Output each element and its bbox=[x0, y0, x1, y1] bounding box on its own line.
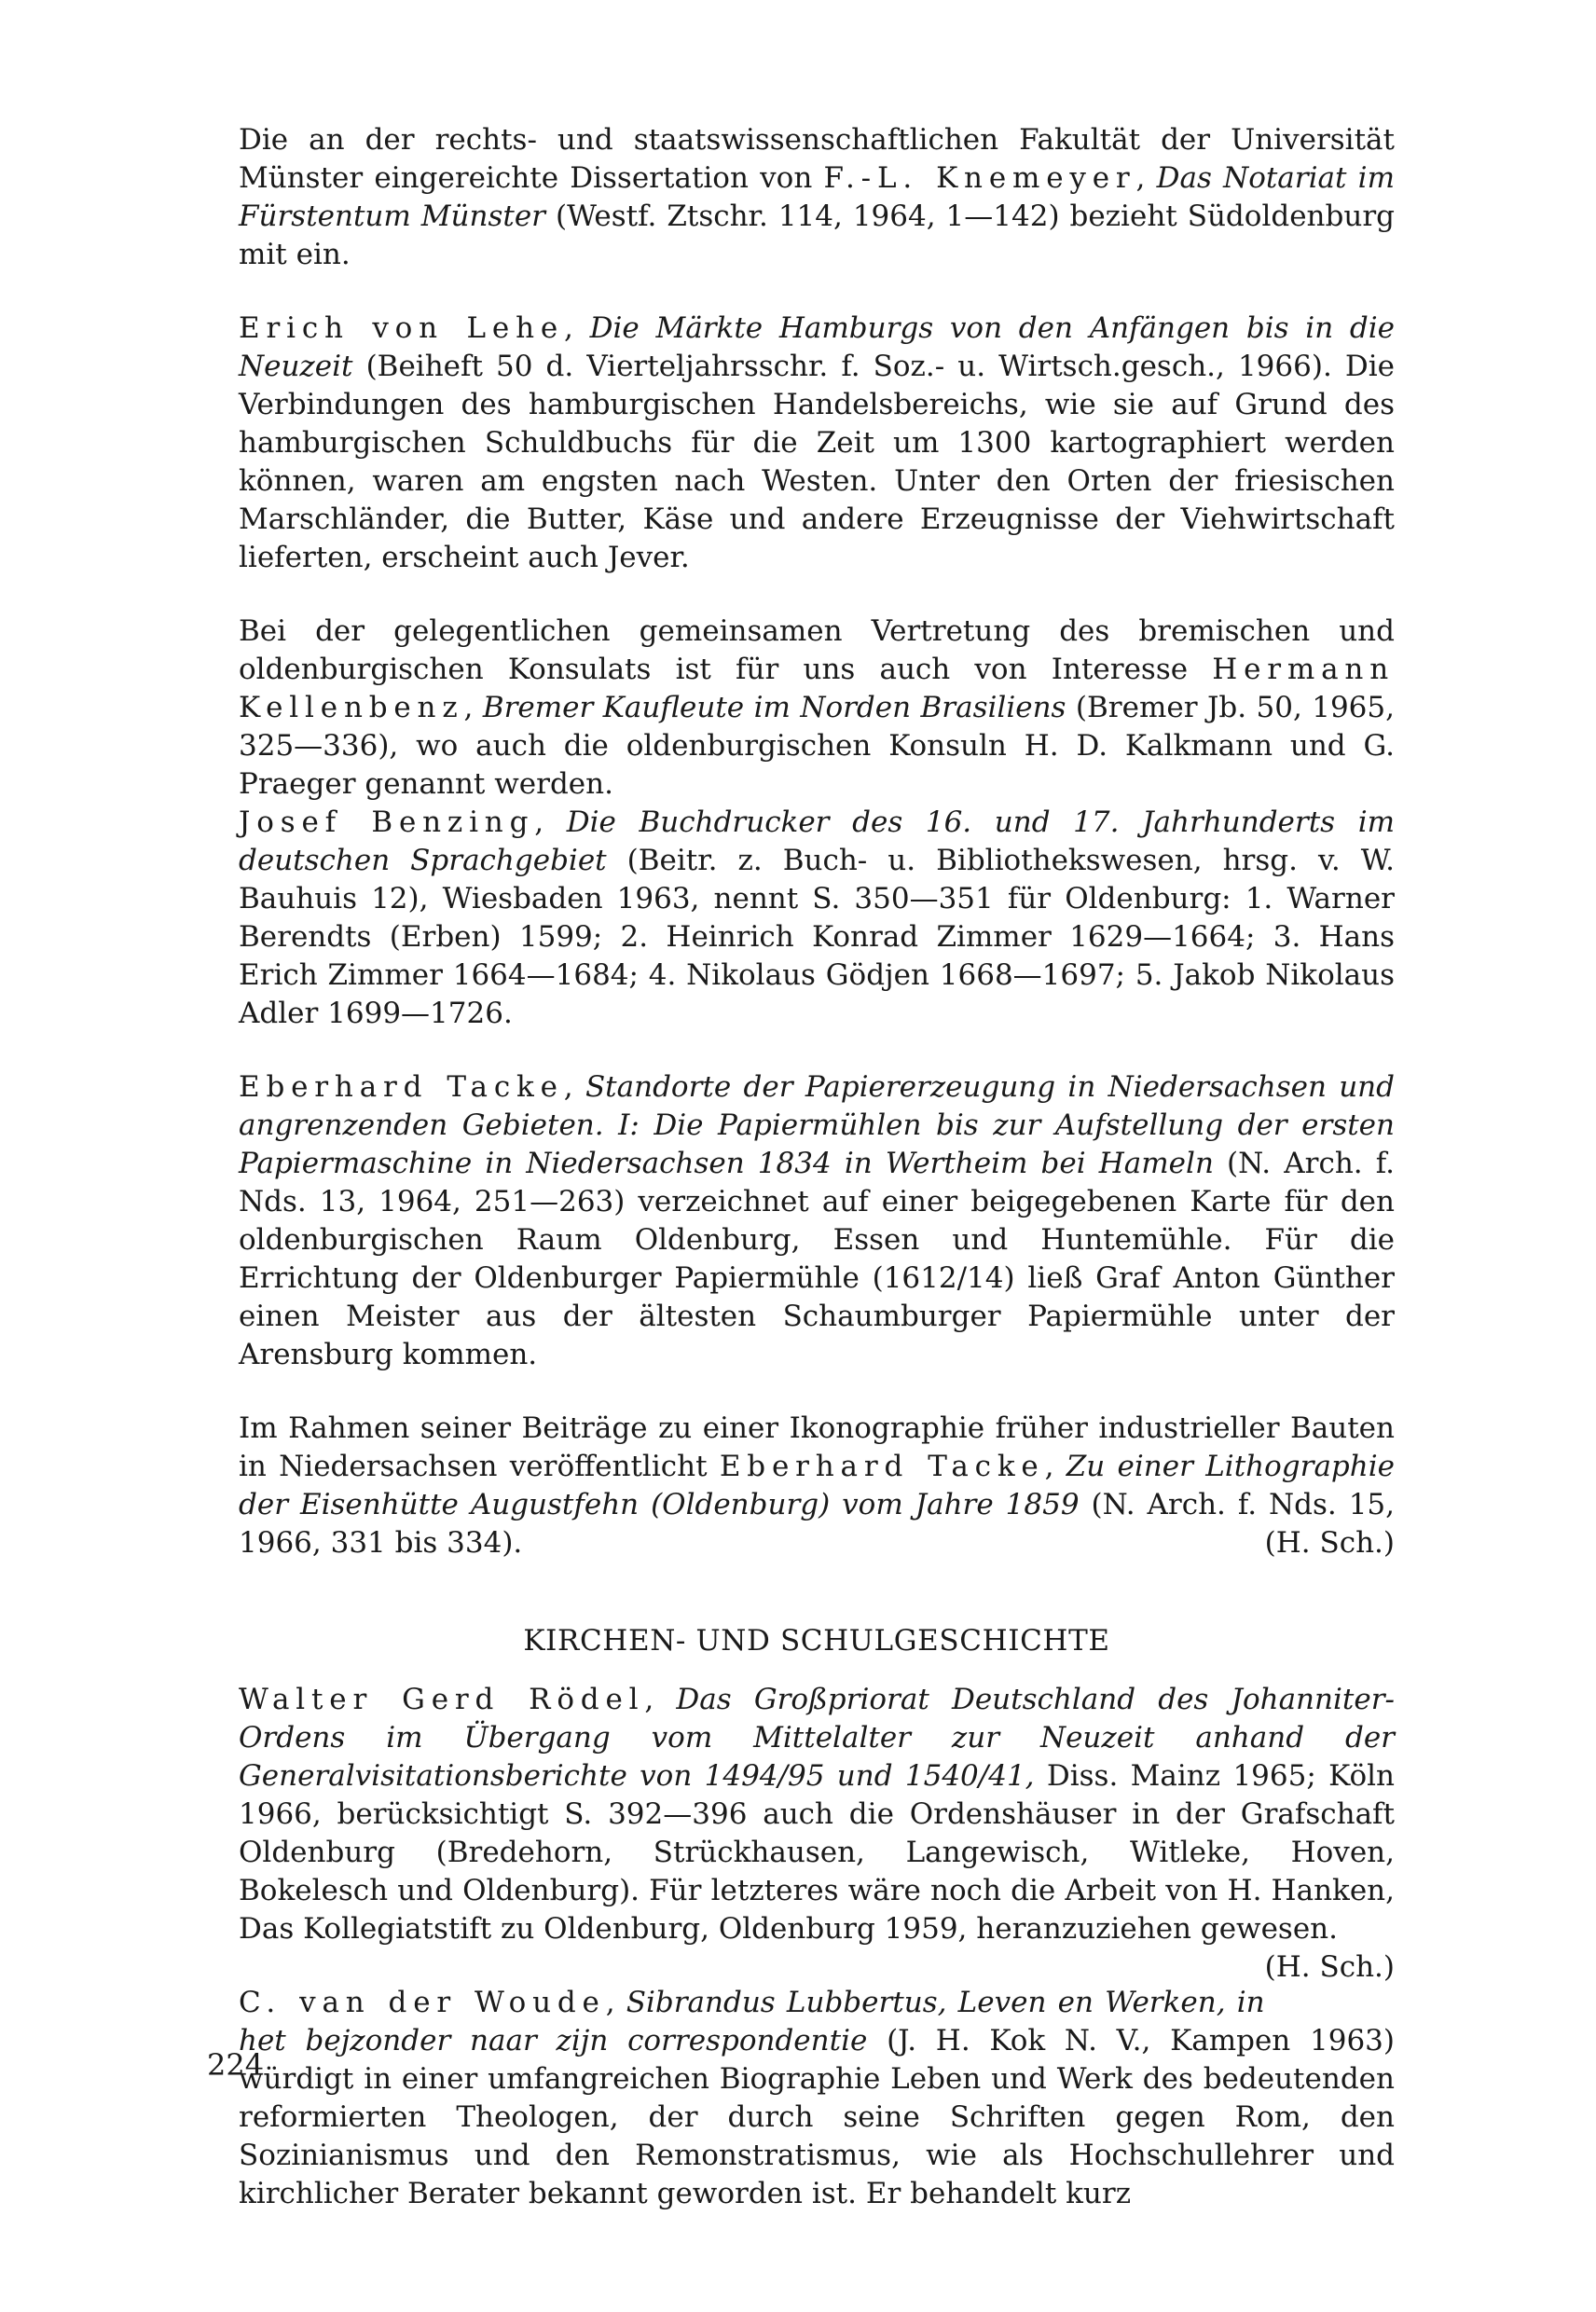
work-title: Die Buchdrucker des 16. und 17. Jahrhunderts im deutschen Sprachgebiet bbox=[239, 805, 1395, 877]
paragraph-benzing: Josef Benzing, Die Buchdrucker des 16. und 17. Jahrhunderts im deutschen Sprachgebiet (Beitr. z. Buch- u. Bibliothekswesen, hrsg. v. W. Bauhuis 12), Wiesbaden 1963, nennt S. 350—351 für Oldenburg: 1. Warner Berendts (Erben) 1599; 2. Heinrich Konrad Zimmer 1629—1664; 3. Hans Erich Zimmer 1664—1684; 4. Nikolaus Gödjen 1668—1697; 5. Jakob Nikolaus Adler 1699—1726. bbox=[239, 805, 1395, 1030]
author-name: Eberhard Tacke bbox=[239, 1070, 564, 1104]
paragraph-van-der-woude: C. van der Woude, Sibrandus Lubbertus, Leven en Werken, in het bejzonder naar zijn correspondentie (J. H. Kok N. V., Kampen 1963) würdigt in einer umfangreichen Biographie Leben und Werk des bedeutenden reformierten Theologen, der durch seine Schriften gegen Rom, den Sozinianismus und den Remonstratismus, wie als Hochschullehrer und kirchlicher Berater bekannt geworden ist. Er behandelt kurz bbox=[239, 1986, 1395, 2210]
work-title: Standorte der Papiererzeugung in Niedersachsen und angrenzenden Gebieten. I: Die Papiermühlen bis zur Aufstellung der ersten Papiermaschine in Niedersachsen 1834 in Wertheim bei Hameln bbox=[239, 1070, 1395, 1180]
paragraph-tacke-papier: Eberhard Tacke, Standorte der Papiererzeugung in Niedersachsen und angrenzenden Gebieten. I: Die Papiermühlen bis zur Aufstellung der ersten Papiermaschine in Niedersachsen 1834 in Wertheim bei Hameln (N. Arch. f. Nds. 13, 1964, 251—263) verzeichnet auf einer beigegebenen Karte für den oldenburgischen Raum Oldenburg, Essen und Huntemühle. Für die Errichtung der Oldenburger Papiermühle (1612/14) ließ Graf Anton Günther einen Meister aus der ältesten Schaumburger Papiermühle unter der Arensburg kommen. bbox=[239, 1070, 1395, 1371]
work-title: Zu einer Lithographie der Eisenhütte Augustfehn (Oldenburg) vom Jahre 1859 bbox=[239, 1450, 1396, 1521]
work-title: Bremer Kaufleute im Norden Brasiliens bbox=[482, 691, 1066, 724]
signature: (H. Sch.) bbox=[1264, 1526, 1395, 1560]
author-name: C. van der Woude bbox=[239, 1986, 606, 2019]
work-title: Das Notariat im Fürstentum Münster bbox=[239, 161, 1395, 233]
signature: (H. Sch.) bbox=[1264, 1950, 1395, 1984]
work-title: Sibrandus Lubbertus, Leven en Werken, in het bejzonder naar zijn correspondentie bbox=[239, 1986, 1265, 2057]
author-name: Josef Benzing bbox=[239, 805, 535, 839]
author-name: F.-L. Knemeyer bbox=[823, 161, 1136, 195]
page-body bbox=[239, 121, 1395, 2213]
paragraph-roedel: Walter Gerd Rödel, Das Großpriorat Deutschland des Johanniter-Ordens im Übergang vom Mittelalter zur Neuzeit anhand der Generalvisitationsberichte von 1494/95 und 1540/41, Diss. Mainz 1965; Köln 1966, berücksichtigt S. 392—396 auch die Ordenshäuser in der Grafschaft Oldenburg (Bredehorn, Strückhausen, Langewisch, Witleke, Hoven, Bokelesch und Oldenburg). Für letzteres wäre noch die Arbeit von H. Hanken, Das Kollegiatstift zu Oldenburg, Oldenburg 1959, heranzuziehen gewesen. (H. Sch.) bbox=[239, 1681, 1395, 1948]
work-title: Das Großpriorat Deutschland des Johanniter-Ordens im Übergang vom Mittelalter zur Neuzeit anhand der Generalvisitationsberichte von 1494/95 und 1540/41, bbox=[239, 1683, 1395, 1793]
page-number: 224 bbox=[207, 2047, 265, 2083]
author-name: Eberhard Tacke bbox=[719, 1450, 1045, 1483]
section-heading: KIRCHEN- UND SCHULGESCHICHTE bbox=[523, 1624, 1110, 1658]
paragraph-tacke-lithographie: Im Rahmen seiner Beiträge zu einer Ikonographie früher industrieller Bauten in Niedersachsen veröffentlicht Eberhard Tacke, Zu einer Lithographie der Eisenhütte Augustfehn (Oldenburg) vom Jahre 1859 (N. Arch. f. Nds. 15, 1966, 331 bis 334). (H. Sch.) bbox=[239, 1410, 1395, 1562]
paragraph-knemeyer: Die an der rechts- und staatswissenschaftlichen Fakultät der Universität Münster eingereichte Dissertation von F.-L. Knemeyer, Das Notariat im Fürstentum Münster (Westf. Ztschr. 114, 1964, 1—142) bezieht Südoldenburg mit ein. bbox=[239, 123, 1395, 271]
author-name: Walter Gerd Rödel bbox=[239, 1683, 645, 1716]
author-name: Erich von Lehe bbox=[239, 311, 565, 345]
paragraph-von-lehe: Erich von Lehe, Die Märkte Hamburgs von den Anfängen bis in die Neuzeit (Beiheft 50 d. Vierteljahrsschr. f. Soz.- u. Wirtsch.gesch., 1966). Die Verbindungen des hamburgischen Handelsbereichs, wie sie auf Grund des hamburgischen Schuldbuchs für die Zeit um 1300 kartographiert werden können, waren am engsten nach Westen. Unter den Orten der friesischen Marschländer, die Butter, Käse und andere Erzeugnisse der Viehwirtschaft lieferten, erscheint auch Jever. bbox=[239, 311, 1396, 574]
author-name: Hermann Kellenbenz bbox=[239, 653, 1395, 724]
paragraph-kellenbenz: Bei der gelegentlichen gemeinsamen Vertretung des bremischen und oldenburgischen Konsulats ist für uns auch von Interesse Hermann Kellenbenz, Bremer Kaufleute im Norden Brasiliens (Bremer Jb. 50, 1965, 325—336), wo auch die oldenburgischen Konsuln H. D. Kalkmann und G. Praeger genannt werden. bbox=[239, 614, 1395, 801]
work-title: Die Märkte Hamburgs von den Anfängen bis in die Neuzeit bbox=[239, 311, 1396, 383]
